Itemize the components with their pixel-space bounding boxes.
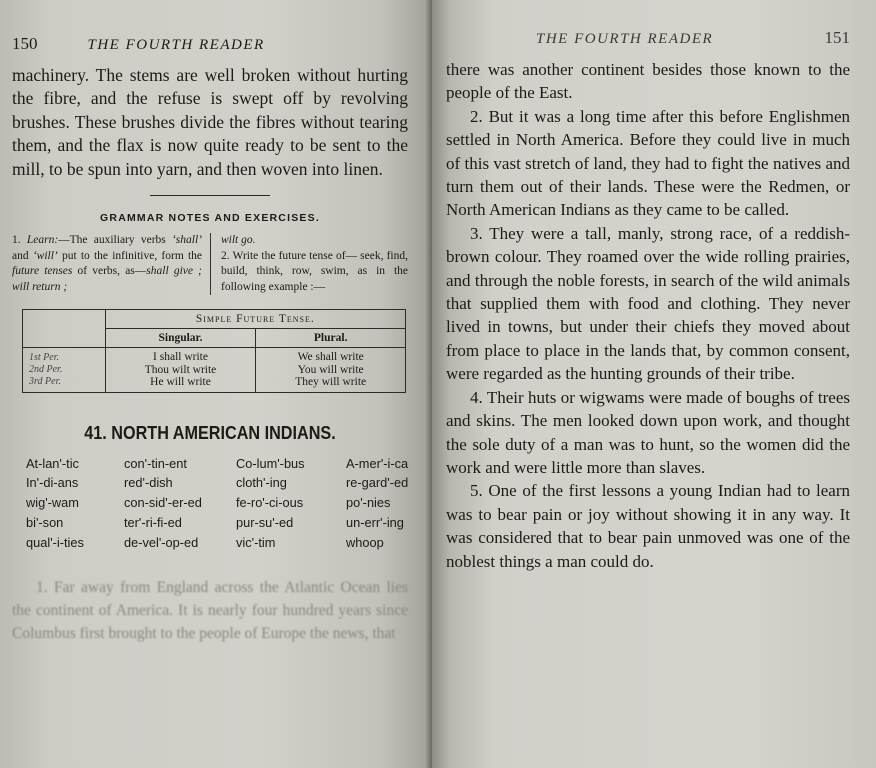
grammar-note-2: [211, 233, 408, 295]
right-page: [432, 0, 876, 768]
shall-term: ‘shall’: [171, 234, 202, 247]
note-text: 2. Write the future tense of— seek, find, build, think, row, swim, as in the following example :—: [221, 249, 408, 293]
section-divider: [150, 195, 270, 196]
spelling-word: ter'-ri-fi-ed: [124, 514, 182, 530]
spelling-word: Co-lum'-bus: [236, 455, 305, 471]
grammar-heading: GRAMMAR NOTES AND EXERCISES.: [100, 212, 320, 225]
lesson-title: 41. NORTH AMERICAN INDIANS.: [84, 422, 336, 443]
left-page-header: [12, 34, 408, 54]
verb-form: Thou wilt write: [144, 363, 217, 376]
spelling-word: pur-su'-ed: [236, 514, 294, 530]
plural-header: Plural.: [256, 329, 406, 348]
spelling-word: con-sid'-er-ed: [124, 495, 202, 511]
spelling-word: vic'-tim: [236, 534, 276, 550]
table-caption: Simple Future Tense.: [105, 310, 405, 329]
learn-label: Learn:: [26, 234, 59, 247]
paragraph-5: 5. One of the first lessons a young Indian had to learn was to bear pain or joy without showing it in any way. It was considered that to bear pain unmoved was one of the noblest things a man could do.: [446, 481, 850, 571]
note-examples-cont: wilt go.: [221, 234, 256, 247]
spelling-word: red'-dish: [124, 475, 173, 491]
spelling-word: A-mer'-i-ca: [346, 455, 409, 471]
person-label: 3rd Per.: [29, 375, 61, 387]
page-number: 150: [12, 34, 38, 53]
note-text: of verbs, as—: [77, 265, 147, 278]
note-number: 1.: [12, 234, 21, 247]
spelling-word: de-vel'-op-ed: [124, 534, 199, 550]
spelling-word: bi'-son: [26, 514, 64, 530]
grammar-note-1: [12, 233, 211, 295]
note-examples: shall give ; will return ;: [12, 265, 202, 293]
persons-cell: [23, 348, 106, 393]
spelling-word: whoop: [346, 534, 384, 550]
spelling-word: fe-ro'-ci-ous: [236, 495, 304, 511]
note-text: and: [12, 249, 29, 262]
running-head: THE FOURTH READER: [536, 31, 714, 47]
spelling-word: re-gard'-ed: [346, 475, 409, 491]
paragraph-2: 2. But it was a long time after this before Englishmen settled in North America. Before they could live in much of this vast stretch of land, they had to fight the natives and turn them out of their lands. These were the Redmen, or North American Indians as they came to be called.: [446, 106, 850, 220]
lesson-paragraph-1: 1. Far away from England across the Atlantic Ocean lies the continent of America. It is nearly four hundred years since Columbus first brought to the people of Europe the news, that: [12, 578, 408, 642]
table-corner-cell: [23, 310, 106, 348]
spelling-word: In'-di-ans: [26, 475, 79, 491]
spelling-word: un-err'-ing: [346, 514, 404, 530]
spelling-word-list: [26, 456, 408, 550]
paragraph-3: 3. They were a tall, manly, strong race, of a reddish-brown colour. They roamed over the wide rolling prairies, and through the noble forests, in search of the wild animals that supplied them with food and clothing. They never lived in towns, but under their chiefs they moved about from place to place in the lands that, by common consent, were regarded as the hunting grounds of their tribe.: [446, 223, 850, 384]
spelling-word: cloth'-ing: [236, 475, 287, 491]
right-page-header: [446, 28, 850, 48]
future-tense-table: [22, 309, 406, 393]
verb-form: He will write: [150, 376, 211, 389]
verb-form: You will write: [297, 363, 364, 376]
verb-form: I shall write: [153, 351, 208, 364]
person-label: 1st Per.: [29, 351, 59, 363]
plural-forms: [256, 348, 406, 393]
verb-form: They will write: [295, 376, 367, 389]
person-label: 2nd Per.: [29, 363, 63, 375]
singular-header: Singular.: [105, 329, 256, 348]
will-term: ‘will’: [32, 249, 58, 262]
paragraph-continuation: there was another continent besides those known to the people of the East.: [446, 60, 850, 103]
paragraph-4: 4. Their huts or wigwams were made of boughs of trees and skins. The men looked down upon work, and thought the sole duty of a man was to hunt, so the women did the work and were little more than slaves.: [446, 387, 850, 477]
page-number: 151: [824, 28, 850, 47]
grammar-notes: [12, 233, 408, 295]
left-page: [0, 0, 432, 768]
future-tenses-term: future tenses: [12, 265, 73, 278]
spelling-word: qual'-i-ties: [26, 534, 84, 550]
verb-form: We shall write: [297, 351, 364, 364]
note-text: put to the infinitive, form the: [61, 249, 203, 262]
spelling-word: po'-nies: [346, 495, 391, 511]
spelling-word: wig'-wam: [26, 495, 79, 511]
spelling-word: At-lan'-tic: [26, 455, 79, 471]
singular-forms: [105, 348, 256, 393]
intro-paragraph: machinery. The stems are well broken without hurting the fibre, and the refuse is swept off by revolving brushes. These brushes divide the fibres without tearing them, and the flax is now quite ready to be sent to the mill, to be spun into yarn, and then woven into linen.: [12, 65, 408, 179]
running-head: THE FOURTH READER: [87, 37, 265, 53]
note-text: —The auxiliary verbs: [58, 234, 166, 247]
spelling-word: con'-tin-ent: [124, 455, 187, 471]
